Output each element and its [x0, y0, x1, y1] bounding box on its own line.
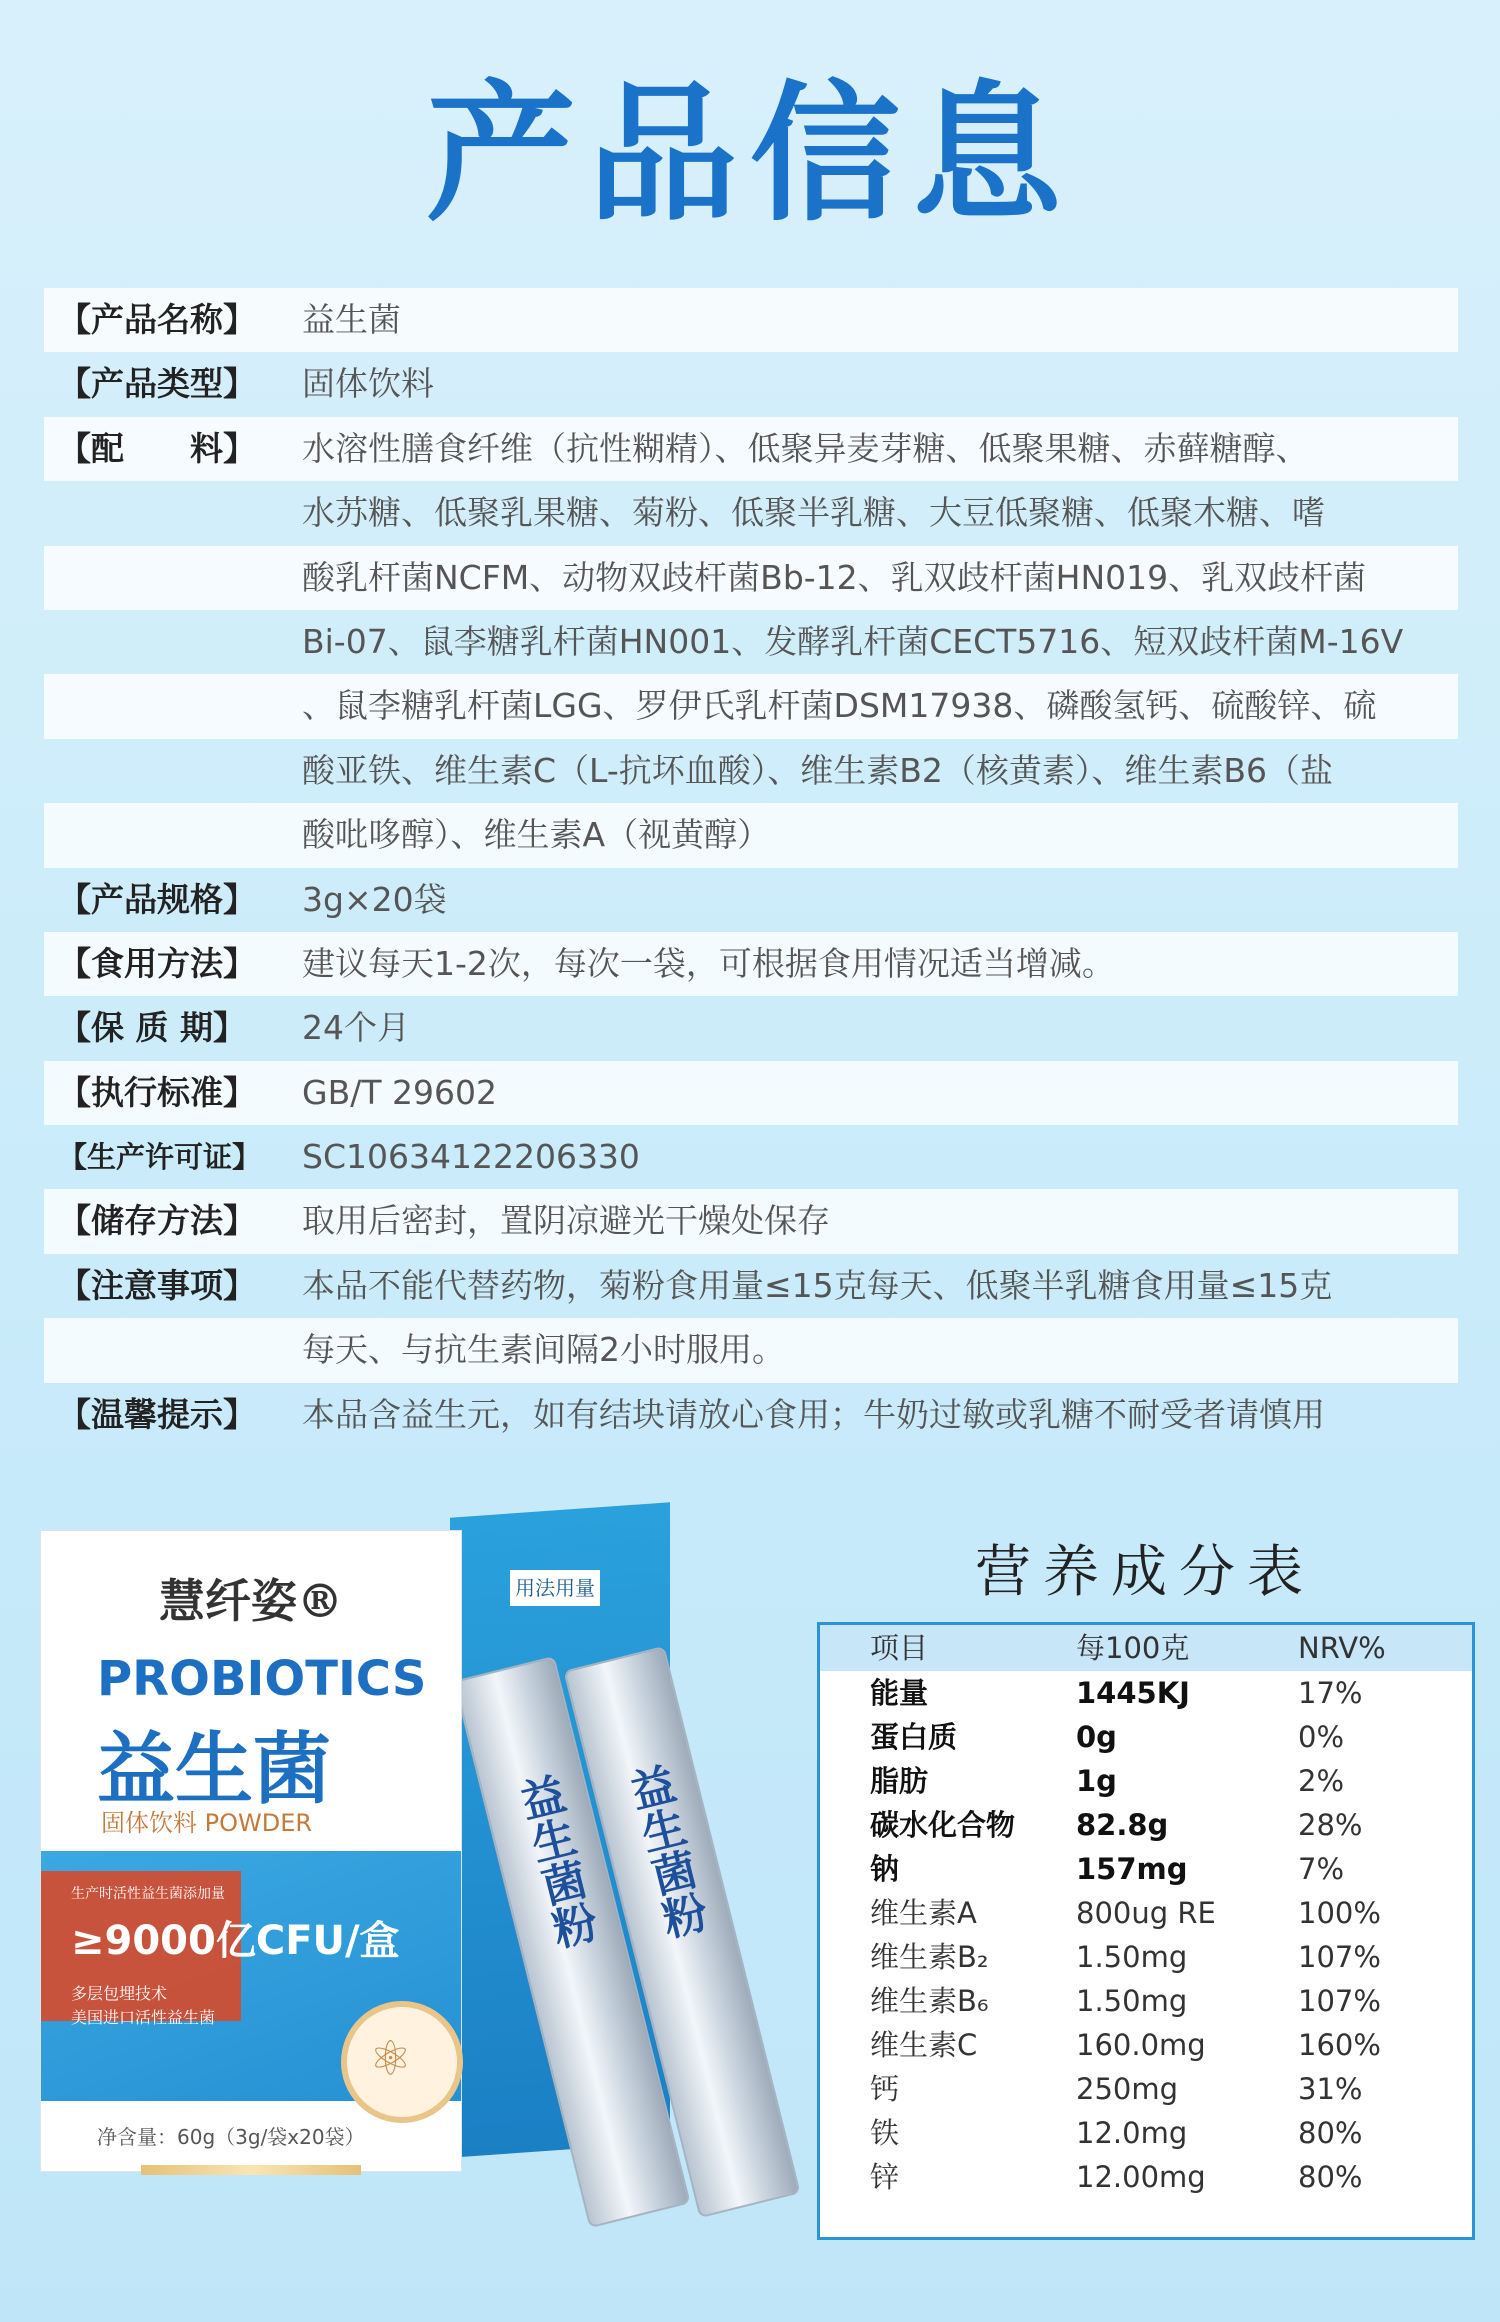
nutrient-amount: 250mg — [1076, 2072, 1179, 2106]
nutrient-nrv: 107% — [1298, 1940, 1381, 1974]
nutrient-amount: 1.50mg — [1076, 1984, 1188, 2018]
tech-line-2: 美国进口活性益生菌 — [71, 2008, 216, 2027]
gold-stripe — [141, 2165, 361, 2175]
info-row — [44, 1254, 1458, 1318]
info-row — [44, 868, 1458, 932]
nutrition-row — [820, 2067, 1472, 2111]
info-row — [44, 1125, 1458, 1189]
molecule-icon: ⚛ — [369, 2031, 413, 2087]
info-label: 【执行标准】 — [58, 1072, 256, 1112]
nutrient-nrv: 80% — [1298, 2116, 1363, 2150]
info-value: Bi-07、鼠李糖乳杆菌HN001、发酵乳杆菌CECT5716、短双歧杆菌M-16V — [302, 621, 1404, 661]
info-label: 【生产许可证】 — [58, 1140, 262, 1175]
nutrient-name: 维生素B₂ — [870, 1940, 989, 1974]
cfu-claim: ≥9000亿CFU/盒 — [71, 1918, 400, 1964]
info-value: SC10634122206330 — [302, 1137, 640, 1177]
nutrition-row — [820, 1935, 1472, 1979]
info-label — [44, 610, 294, 674]
nutrient-name: 锌 — [870, 2160, 900, 2194]
nutrient-nrv: 17% — [1298, 1676, 1363, 1710]
info-row — [44, 674, 1458, 738]
nutrition-row — [820, 2111, 1472, 2155]
info-value: 3g×20袋 — [302, 879, 447, 919]
info-label: 【产品类型】 — [58, 364, 256, 404]
nutrition-title: 营养成分表 — [975, 1540, 1315, 1605]
info-row — [44, 288, 1458, 352]
info-row — [44, 481, 1458, 545]
net-content: 净含量：60g（3g/袋x20袋） — [97, 2125, 365, 2149]
nutrient-name: 维生素B₆ — [870, 1984, 989, 2018]
nutrient-amount: 12.0mg — [1076, 2116, 1188, 2150]
info-row — [44, 1189, 1458, 1253]
nutrient-name: 能量 — [870, 1676, 929, 1710]
nutrient-amount: 12.00mg — [1076, 2160, 1206, 2194]
info-value: 益生菌 — [302, 300, 401, 339]
brand-logo: 慧纤姿® — [159, 1574, 343, 1628]
info-value: 酸亚铁、维生素C（L-抗坏血酸）、维生素B2（核黄素）、维生素B6（盐 — [302, 750, 1334, 790]
info-value: 24个月 — [302, 1008, 410, 1048]
info-row — [44, 932, 1458, 996]
nutrition-row — [820, 1891, 1472, 1935]
info-row — [44, 996, 1458, 1060]
info-row — [44, 1383, 1458, 1447]
info-label: 【储存方法】 — [58, 1201, 256, 1241]
nutrient-nrv: 7% — [1298, 1852, 1345, 1886]
page-title: 产品信息 — [425, 68, 1074, 242]
nutrient-amount: 1g — [1076, 1764, 1117, 1798]
info-row — [44, 1318, 1458, 1382]
nutrition-row — [820, 1847, 1472, 1891]
info-value: 酸吡哆醇）、维生素A（视黄醇） — [302, 815, 771, 855]
band-caption: 生产时活性益生菌添加量 — [71, 1886, 225, 1902]
info-label: 【食用方法】 — [58, 943, 256, 983]
product-box-front — [40, 1530, 462, 2172]
info-value: GB/T 29602 — [302, 1072, 497, 1112]
info-label: 【产品名称】 — [58, 300, 256, 339]
info-value: 酸乳杆菌NCFM、动物双歧杆菌Bb-12、乳双歧杆菌HN019、乳双歧杆菌 — [302, 557, 1367, 597]
nutrient-name: 钙 — [870, 2072, 900, 2106]
nutrient-nrv: 107% — [1298, 1984, 1381, 2018]
nutrition-body — [820, 1671, 1472, 2199]
header-nrv: NRV% — [1298, 1631, 1386, 1665]
nutrient-amount: 0g — [1076, 1720, 1117, 1754]
nutrition-row — [820, 2155, 1472, 2199]
nutrient-name: 钠 — [870, 1852, 900, 1886]
nutrient-nrv: 160% — [1298, 2028, 1381, 2062]
nutrient-amount: 1.50mg — [1076, 1940, 1188, 1974]
info-label — [44, 1318, 294, 1382]
info-label: 【产品规格】 — [58, 879, 256, 919]
info-row — [44, 803, 1458, 867]
info-row — [44, 417, 1458, 481]
nutrition-row — [820, 1671, 1472, 1715]
nutrition-header-row — [820, 1625, 1472, 1671]
sachet-label: 益生菌粉 — [508, 1770, 601, 1954]
product-type: 固体饮料 POWDER — [101, 1809, 313, 1837]
nutrient-amount: 1445KJ — [1076, 1676, 1190, 1710]
nutrient-name: 维生素A — [870, 1896, 977, 1930]
info-value: 本品含益生元，如有结块请放心食用；牛奶过敏或乳糖不耐受者请慎用 — [302, 1394, 1325, 1434]
nutrient-amount: 157mg — [1076, 1852, 1188, 1886]
info-label — [44, 546, 294, 610]
tech-line-1: 多层包埋技术 — [71, 1984, 168, 2003]
nutrient-nrv: 0% — [1298, 1720, 1345, 1754]
info-label: 【温馨提示】 — [58, 1394, 256, 1434]
info-row — [44, 1061, 1458, 1125]
nutrient-amount: 82.8g — [1076, 1808, 1169, 1842]
nutrient-name: 维生素C — [870, 2028, 978, 2062]
nutrient-name: 碳水化合物 — [870, 1808, 1016, 1842]
nutrition-row — [820, 1803, 1472, 1847]
nutrient-amount: 160.0mg — [1076, 2028, 1206, 2062]
nutrition-table — [817, 1622, 1475, 2240]
info-value: 水溶性膳食纤维（抗性糊精）、低聚异麦芽糖、低聚果糖、赤藓糖醇、 — [302, 428, 1309, 468]
product-info-table — [44, 288, 1458, 1447]
nutrient-name: 铁 — [870, 2116, 900, 2150]
nutrition-row — [820, 1759, 1472, 1803]
info-value: 每天、与抗生素间隔2小时服用。 — [302, 1330, 785, 1370]
header-item: 项目 — [870, 1631, 929, 1665]
info-value: 、鼠李糖乳杆菌LGG、罗伊氏乳杆菌DSM17938、磷酸氢钙、硫酸锌、硫 — [302, 686, 1377, 726]
info-value: 建议每天1-2次，每次一袋，可根据食用情况适当增减。 — [302, 943, 1115, 983]
nutrition-row — [820, 1715, 1472, 1759]
info-label — [44, 674, 294, 738]
nutrient-nrv: 31% — [1298, 2072, 1363, 2106]
nutrient-nrv: 28% — [1298, 1808, 1363, 1842]
sachet-label: 益生菌粉 — [618, 1760, 711, 1944]
info-label: 【注意事项】 — [58, 1265, 256, 1305]
info-label: 【配 料】 — [58, 428, 256, 468]
info-value: 取用后密封，置阴凉避光干燥处保存 — [302, 1201, 830, 1241]
info-row — [44, 546, 1458, 610]
info-value: 固体饮料 — [302, 364, 434, 404]
usage-tag: 用法用量 — [510, 1570, 600, 1606]
nutrient-name: 蛋白质 — [870, 1720, 958, 1754]
nutrition-row — [820, 2023, 1472, 2067]
product-illustration — [40, 1490, 800, 2210]
info-label — [44, 803, 294, 867]
product-name-en: PROBIOTICS — [97, 1651, 427, 1707]
header-per100: 每100克 — [1076, 1631, 1190, 1665]
info-row — [44, 352, 1458, 416]
info-label — [44, 739, 294, 803]
nutrient-amount: 800ug RE — [1076, 1896, 1216, 1930]
info-label — [44, 481, 294, 545]
info-row — [44, 610, 1458, 674]
info-value: 本品不能代替药物，菊粉食用量≤15克每天、低聚半乳糖食用量≤15克 — [302, 1265, 1333, 1305]
info-label: 【保 质 期】 — [58, 1008, 246, 1048]
nutrient-nrv: 2% — [1298, 1764, 1345, 1798]
nutrient-nrv: 100% — [1298, 1896, 1381, 1930]
nutrient-nrv: 80% — [1298, 2160, 1363, 2194]
info-value: 水苏糖、低聚乳果糖、菊粉、低聚半乳糖、大豆低聚糖、低聚木糖、嗜 — [302, 493, 1325, 533]
info-row — [44, 739, 1458, 803]
nutrition-row — [820, 1979, 1472, 2023]
product-name-cn: 益生菌 — [97, 1725, 332, 1815]
nutrient-name: 脂肪 — [870, 1764, 929, 1798]
